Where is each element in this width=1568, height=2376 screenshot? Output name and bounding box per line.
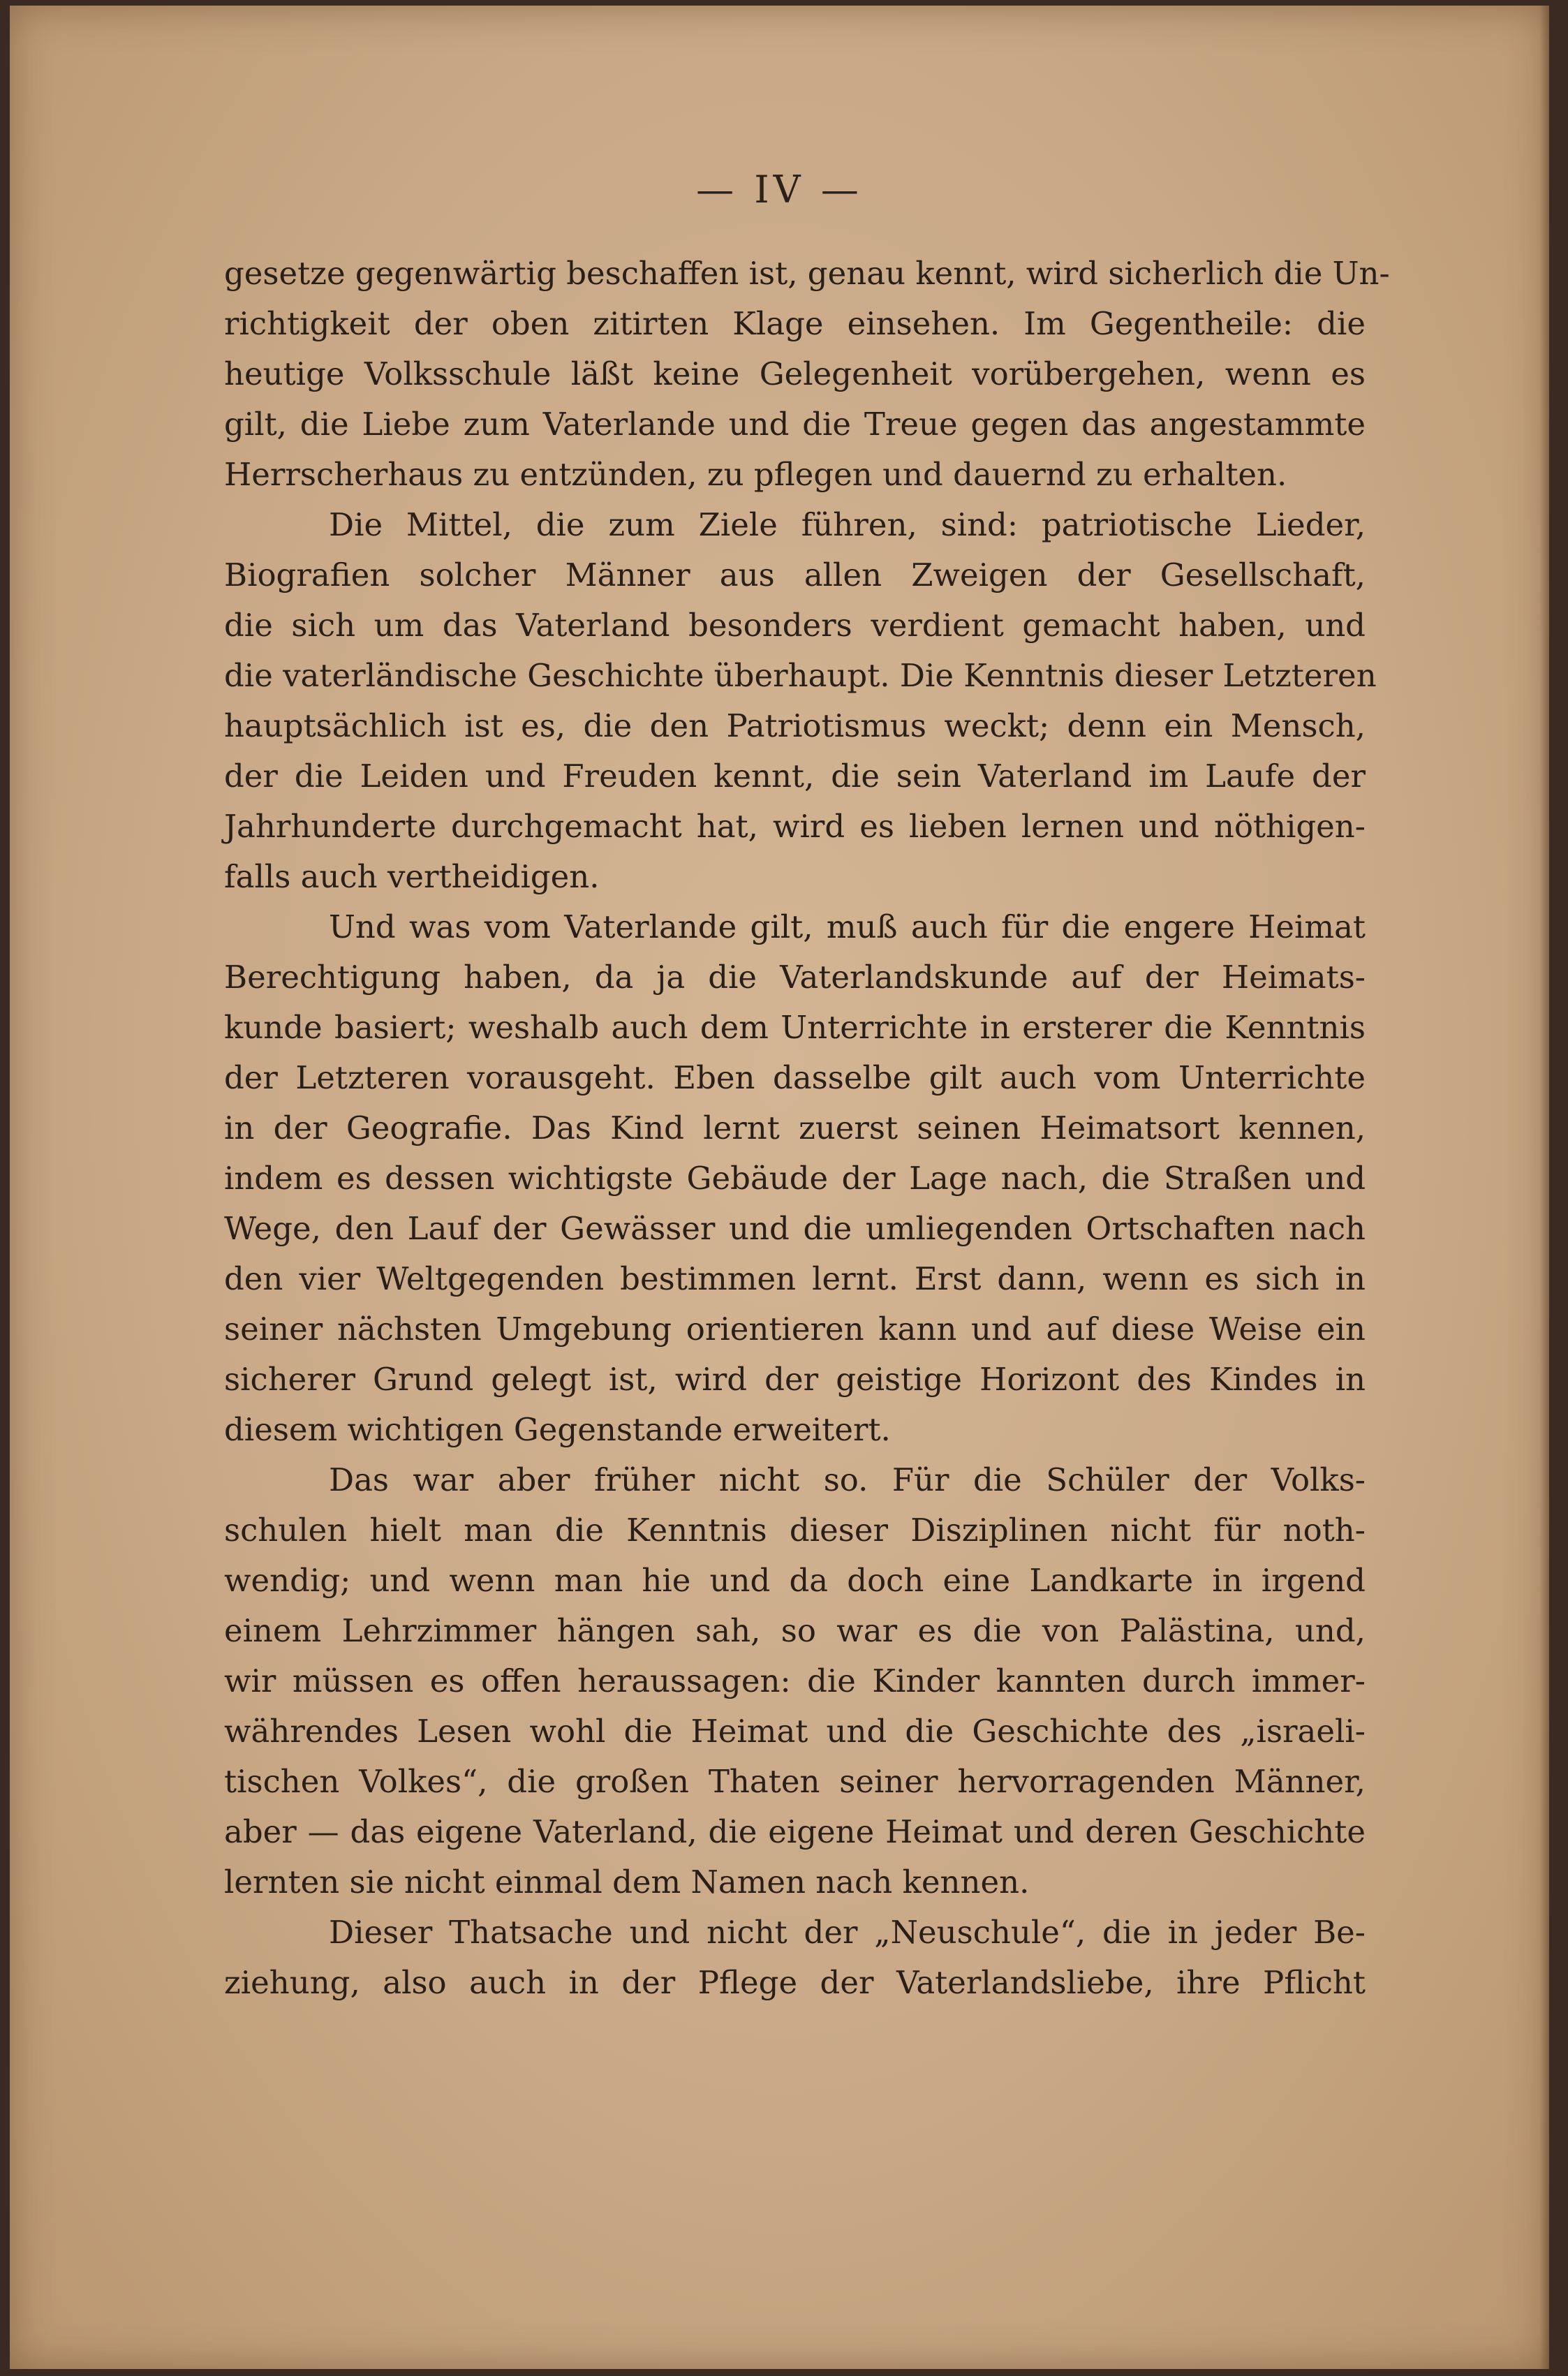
text-line: wir müssen es offen heraussagen: die Kinder kannten durch immer- bbox=[224, 1662, 1366, 1699]
text-line: einem Lehrzimmer hängen sah, so war es die von Palästina, und, bbox=[224, 1612, 1366, 1649]
book-page bbox=[10, 6, 1549, 2369]
text-line: sicherer Grund gelegt ist, wird der geistige Horizont des Kindes in bbox=[224, 1361, 1366, 1398]
text-line: gesetze gegenwärtig beschaffen ist, genau kennt, wird sicherlich die Un- bbox=[224, 255, 1390, 292]
text-line: den vier Weltgegenden bestimmen lernt. Erst dann, wenn es sich in bbox=[224, 1260, 1366, 1297]
page-edge-shadow bbox=[1539, 6, 1549, 2369]
paragraph-start-line: Die Mittel, die zum Ziele führen, sind: patriotische Lieder, bbox=[329, 506, 1366, 543]
text-line: ziehung, also auch in der Pflege der Vaterlandsliebe, ihre Pflicht bbox=[224, 1964, 1366, 2001]
text-line: Biografien solcher Männer aus allen Zweigen der Gesellschaft, bbox=[224, 556, 1366, 593]
text-line: der die Leiden und Freuden kennt, die sein Vaterland im Laufe der bbox=[224, 758, 1366, 795]
text-line: lernten sie nicht einmal dem Namen nach kennen. bbox=[224, 1864, 1030, 1901]
text-line: indem es dessen wichtigste Gebäude der Lage nach, die Straßen und bbox=[224, 1160, 1366, 1197]
text-line: währendes Lesen wohl die Heimat und die Geschichte des „israeli- bbox=[224, 1713, 1366, 1750]
page-number: — IV — bbox=[696, 168, 863, 212]
text-line: wendig; und wenn man hie und da doch eine Landkarte in irgend bbox=[224, 1562, 1366, 1599]
paragraph-start-line: Dieser Thatsache und nicht der „Neuschule“, die in jeder Be- bbox=[329, 1914, 1366, 1951]
paragraph-start-line: Das war aber früher nicht so. Für die Schüler der Volks- bbox=[329, 1461, 1366, 1498]
body-text bbox=[224, 249, 1390, 2008]
text-line: schulen hielt man die Kenntnis dieser Disziplinen nicht für noth- bbox=[224, 1512, 1366, 1549]
text-line: diesem wichtigen Gegenstande erweitert. bbox=[224, 1411, 891, 1448]
text-line: Herrscherhaus zu entzünden, zu pflegen und dauernd zu erhalten. bbox=[224, 456, 1287, 493]
text-line: Berechtigung haben, da ja die Vaterlandskunde auf der Heimats- bbox=[224, 959, 1366, 996]
text-line: Wege, den Lauf der Gewässer und die umliegenden Ortschaften nach bbox=[224, 1210, 1366, 1247]
text-line: die vaterländische Geschichte überhaupt. Die Kenntnis dieser Letzteren bbox=[224, 657, 1377, 694]
text-line: tischen Volkes“, die großen Thaten seiner hervorragenden Männer, bbox=[224, 1763, 1366, 1800]
text-line: die sich um das Vaterland besonders verdient gemacht haben, und bbox=[224, 607, 1366, 644]
text-line: aber — das eigene Vaterland, die eigene Heimat und deren Geschichte bbox=[224, 1813, 1366, 1850]
paragraph-start-line: Und was vom Vaterlande gilt, muß auch für die engere Heimat bbox=[329, 908, 1366, 945]
text-line: der Letzteren vorausgeht. Eben dasselbe gilt auch vom Unterrichte bbox=[224, 1059, 1366, 1096]
text-line: seiner nächsten Umgebung orientieren kann und auf diese Weise ein bbox=[224, 1311, 1366, 1348]
text-line: heutige Volksschule läßt keine Gelegenheit vorübergehen, wenn es bbox=[224, 355, 1366, 392]
text-line: gilt, die Liebe zum Vaterlande und die Treue gegen das angestammte bbox=[224, 406, 1366, 443]
text-line: hauptsächlich ist es, die den Patriotismus weckt; denn ein Mensch, bbox=[224, 707, 1366, 744]
text-line: Jahrhunderte durchgemacht hat, wird es lieben lernen und nöthigen- bbox=[224, 808, 1366, 845]
text-line: richtigkeit der oben zitirten Klage einsehen. Im Gegentheile: die bbox=[224, 305, 1366, 342]
text-line: falls auch vertheidigen. bbox=[224, 858, 600, 895]
text-line: in der Geografie. Das Kind lernt zuerst seinen Heimatsort kennen, bbox=[224, 1109, 1366, 1146]
text-line: kunde basiert; weshalb auch dem Unterrichte in ersterer die Kenntnis bbox=[224, 1009, 1366, 1046]
